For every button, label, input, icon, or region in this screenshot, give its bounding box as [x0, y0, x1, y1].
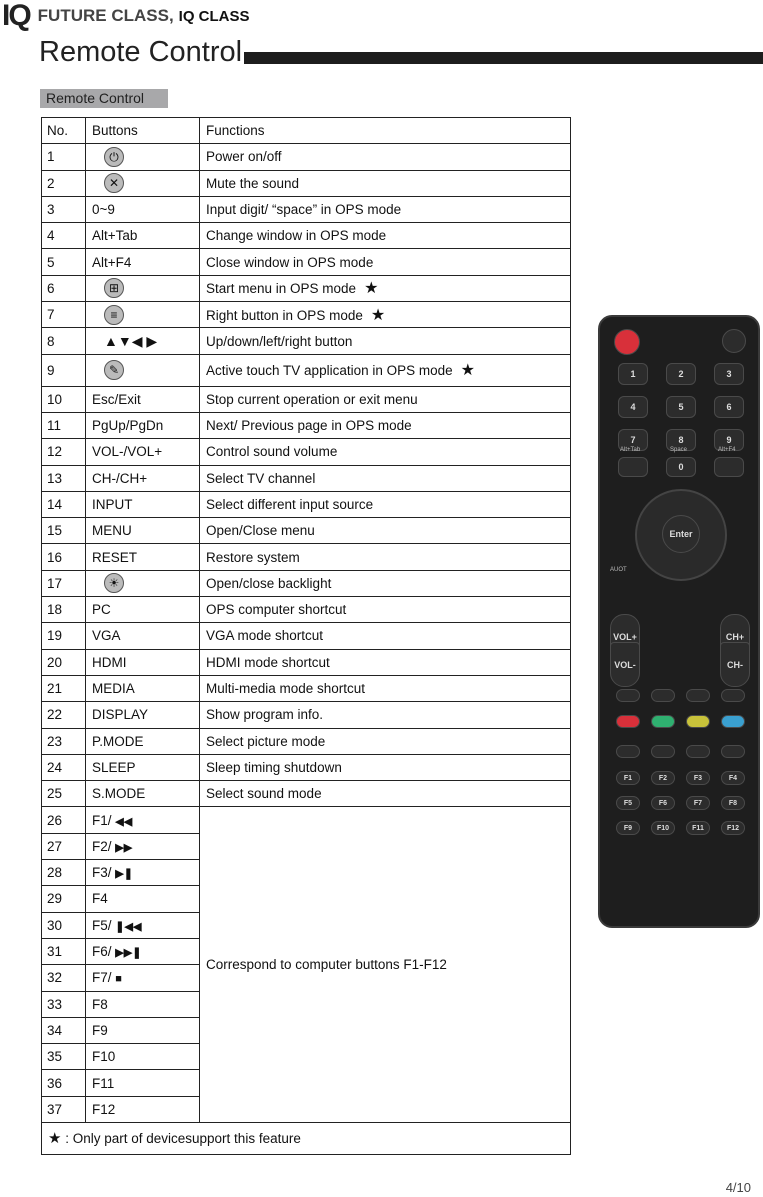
function-cell	[200, 302, 571, 328]
remote-function-button	[651, 689, 675, 702]
function-cell	[200, 623, 571, 649]
row-number: 31	[42, 938, 86, 964]
remote-digit-button: 2	[666, 363, 696, 385]
table-row	[42, 170, 571, 196]
button-cell	[86, 439, 200, 465]
button-name: 0~9	[92, 202, 115, 218]
arrow-keys-icon: ▲▼◀ ▶	[104, 332, 158, 349]
row-number: 8	[42, 328, 86, 354]
remote-f-key: F11	[686, 821, 710, 835]
row-number: 15	[42, 518, 86, 544]
button-name: VOL-/VOL+	[92, 444, 163, 460]
function-cell	[200, 249, 571, 275]
remote-digit-button: 8	[666, 429, 696, 451]
remote-digit-button: 7	[618, 429, 648, 451]
row-number: 34	[42, 1017, 86, 1043]
remote-digit-button: 0	[666, 457, 696, 477]
button-cell	[86, 754, 200, 780]
button-cell	[86, 328, 200, 354]
remote-digit-button: 3	[714, 363, 744, 385]
remote-f-key: F5	[616, 796, 640, 810]
button-cell	[86, 649, 200, 675]
button-name: MENU	[92, 523, 132, 539]
row-number: 32	[42, 965, 86, 991]
function-text: Select sound mode	[206, 786, 322, 802]
remote-ch-up: CH+	[720, 614, 750, 659]
remote-vol-down: VOL-	[610, 642, 640, 687]
function-cell	[200, 807, 571, 1123]
remote-digit-button: 1	[618, 363, 648, 385]
function-cell	[200, 354, 571, 386]
button-name: HDMI	[92, 654, 127, 670]
button-name: F3/	[92, 865, 112, 881]
row-number: 16	[42, 544, 86, 570]
footnote-row	[42, 1122, 571, 1154]
table-row	[42, 728, 571, 754]
function-cell	[200, 465, 571, 491]
button-name: Alt+F4	[92, 254, 132, 270]
table-row	[42, 623, 571, 649]
table-row	[42, 354, 571, 386]
remote-shortcut-button	[721, 745, 745, 758]
button-cell	[86, 412, 200, 438]
button-name: F4	[92, 891, 108, 907]
button-cell	[86, 518, 200, 544]
remote-f-key: F3	[686, 771, 710, 785]
table-row	[42, 649, 571, 675]
row-number: 24	[42, 754, 86, 780]
function-text: Stop current operation or exit menu	[206, 391, 418, 407]
function-text: Show program info.	[206, 707, 324, 723]
function-text: Power on/off	[206, 149, 282, 165]
row-number: 35	[42, 1044, 86, 1070]
remote-digit-button: 9	[714, 429, 744, 451]
remote-f-key: F9	[616, 821, 640, 835]
function-cell	[200, 649, 571, 675]
remote-f-key: F2	[651, 771, 675, 785]
button-cell	[86, 1070, 200, 1096]
row-number: 19	[42, 623, 86, 649]
button-cell	[86, 144, 200, 170]
function-text: OPS computer shortcut	[206, 602, 347, 618]
button-name: MEDIA	[92, 681, 135, 697]
table-row	[42, 302, 571, 328]
function-cell	[200, 518, 571, 544]
function-text: Open/close backlight	[206, 575, 332, 591]
remote-function-button	[721, 689, 745, 702]
button-cell	[86, 1044, 200, 1070]
remote-power-button	[614, 329, 640, 355]
row-number: 28	[42, 860, 86, 886]
row-number: 10	[42, 386, 86, 412]
function-cell	[200, 170, 571, 196]
function-text: Mute the sound	[206, 175, 300, 191]
remote-color-button	[616, 715, 640, 728]
backlight-icon: ☀	[104, 573, 124, 593]
button-cell	[86, 196, 200, 222]
remote-label: Space	[670, 447, 688, 453]
button-cell	[86, 912, 200, 938]
remote-f-key: F6	[651, 796, 675, 810]
button-name: INPUT	[92, 497, 133, 512]
remote-shortcut-button	[686, 745, 710, 758]
row-number: 26	[42, 807, 86, 833]
function-text: Active touch TV application in OPS mode	[206, 363, 453, 379]
row-number: 2	[42, 170, 86, 196]
page-number: 4/10	[725, 1180, 751, 1195]
function-cell	[200, 570, 571, 596]
button-cell	[86, 965, 200, 991]
button-cell	[86, 597, 200, 623]
star-icon: ★	[364, 280, 379, 298]
brand-name-2: IQ CLASS	[178, 7, 250, 25]
remote-f-key: F7	[686, 796, 710, 810]
function-text: Select different input source	[206, 497, 374, 512]
row-number: 3	[42, 196, 86, 222]
button-name: F8	[92, 996, 108, 1012]
button-cell	[86, 249, 200, 275]
function-text: Sleep timing shutdown	[206, 759, 342, 775]
table-header	[42, 118, 571, 144]
row-number: 25	[42, 781, 86, 807]
remote-alt-tab-button	[618, 457, 648, 477]
remote-color-button	[721, 715, 745, 728]
button-cell	[86, 675, 200, 701]
power-icon: ⏻	[104, 147, 124, 167]
function-text: Close window in OPS mode	[206, 254, 374, 270]
column-header: No.	[42, 118, 86, 144]
table-row	[42, 196, 571, 222]
function-cell	[200, 544, 571, 570]
function-text: Multi-media mode shortcut	[206, 681, 366, 697]
table-row	[42, 465, 571, 491]
logo	[0, 0, 250, 32]
media-key-icon: ■	[115, 973, 122, 986]
function-text: Restore system	[206, 549, 300, 565]
row-number: 21	[42, 675, 86, 701]
button-name: VGA	[92, 628, 121, 644]
function-text: Up/down/left/right button	[206, 333, 353, 349]
table-row	[42, 754, 571, 780]
page-title: Remote Control	[39, 36, 243, 68]
button-cell	[86, 275, 200, 301]
media-key-icon: ◀◀	[115, 815, 133, 828]
table-row	[42, 702, 571, 728]
row-number: 18	[42, 597, 86, 623]
function-cell	[200, 702, 571, 728]
windows-icon: ⊞	[104, 278, 124, 298]
row-number: 22	[42, 702, 86, 728]
remote-f-key: F4	[721, 771, 745, 785]
table-row	[42, 275, 571, 301]
function-cell	[200, 223, 571, 249]
star-icon: ★	[48, 1130, 62, 1148]
table-row	[42, 386, 571, 412]
menu-icon: ≡	[104, 305, 124, 325]
button-cell	[86, 807, 200, 833]
button-cell	[86, 728, 200, 754]
remote-shortcut-button	[651, 745, 675, 758]
table-row	[42, 675, 571, 701]
button-name: DISPLAY	[92, 707, 149, 723]
function-text: Right button in OPS mode	[206, 307, 363, 323]
button-name: PgUp/PgDn	[92, 418, 164, 434]
column-header: Buttons	[86, 118, 200, 144]
button-name: F1/	[92, 812, 112, 828]
button-cell	[86, 223, 200, 249]
button-name: F11	[92, 1075, 115, 1091]
row-number: 29	[42, 886, 86, 912]
remote-alt-f4-button	[714, 457, 744, 477]
function-text: VGA mode shortcut	[206, 628, 324, 644]
function-cell	[200, 754, 571, 780]
button-name: F7/	[92, 970, 112, 986]
button-name: Alt+Tab	[92, 228, 138, 244]
table-row	[42, 544, 571, 570]
row-number: 20	[42, 649, 86, 675]
remote-control-image	[598, 315, 760, 928]
function-text: HDMI mode shortcut	[206, 654, 330, 670]
button-cell	[86, 833, 200, 859]
button-name: RESET	[92, 549, 138, 565]
button-name: F9	[92, 1022, 108, 1038]
table-row	[42, 328, 571, 354]
button-name: Esc/Exit	[92, 391, 141, 407]
section-label: Remote Control	[40, 89, 168, 108]
button-name: F10	[92, 1049, 116, 1065]
remote-color-button	[686, 715, 710, 728]
row-number: 27	[42, 833, 86, 859]
row-number: 1	[42, 144, 86, 170]
function-text: Select picture mode	[206, 733, 326, 749]
remote-enter-button: Enter	[662, 515, 700, 553]
button-cell	[86, 170, 200, 196]
table-row	[42, 597, 571, 623]
remote-digit-button: 5	[666, 396, 696, 418]
button-name: F6/	[92, 944, 112, 960]
function-cell	[200, 196, 571, 222]
button-name: P.MODE	[92, 733, 144, 749]
button-name: S.MODE	[92, 786, 146, 802]
button-cell	[86, 302, 200, 328]
remote-digit-button: 6	[714, 396, 744, 418]
remote-functions-table	[41, 117, 571, 1155]
function-cell	[200, 328, 571, 354]
table-row	[42, 249, 571, 275]
button-cell	[86, 702, 200, 728]
pen-icon: ✎	[104, 360, 124, 380]
brand-name: FUTURE CLASS,	[37, 6, 174, 25]
function-cell	[200, 675, 571, 701]
remote-color-button	[651, 715, 675, 728]
table-row	[42, 412, 571, 438]
function-text: Correspond to computer buttons F1-F12	[206, 957, 447, 973]
button-cell	[86, 1096, 200, 1122]
button-cell	[86, 491, 200, 517]
function-cell	[200, 491, 571, 517]
button-cell	[86, 386, 200, 412]
button-name: CH-/CH+	[92, 470, 148, 486]
button-cell	[86, 938, 200, 964]
row-number: 7	[42, 302, 86, 328]
button-name: F5/	[92, 917, 112, 933]
button-cell	[86, 465, 200, 491]
remote-label: AUOT	[610, 567, 627, 573]
row-number: 17	[42, 570, 86, 596]
row-number: 5	[42, 249, 86, 275]
function-text: Select TV channel	[206, 470, 316, 486]
remote-function-button	[686, 689, 710, 702]
table-row	[42, 439, 571, 465]
function-cell	[200, 781, 571, 807]
table-row	[42, 570, 571, 596]
remote-f-key: F1	[616, 771, 640, 785]
star-icon: ★	[460, 362, 475, 380]
function-text: Open/Close menu	[206, 523, 315, 539]
remote-ch-down: CH-	[720, 642, 750, 687]
table-row	[42, 491, 571, 517]
remote-label: Alt+F4	[718, 447, 736, 453]
function-cell	[200, 144, 571, 170]
table-row	[42, 807, 571, 833]
title-rule	[244, 52, 763, 64]
row-number: 9	[42, 354, 86, 386]
media-key-icon: ▶▶	[115, 841, 133, 854]
row-number: 4	[42, 223, 86, 249]
function-cell	[200, 412, 571, 438]
remote-digit-button: 4	[618, 396, 648, 418]
table-row	[42, 223, 571, 249]
logo-mark: IQ	[2, 0, 30, 32]
button-name: SLEEP	[92, 759, 136, 775]
button-cell	[86, 860, 200, 886]
function-cell	[200, 386, 571, 412]
function-text: Change window in OPS mode	[206, 228, 387, 244]
row-number: 30	[42, 912, 86, 938]
remote-f-key: F12	[721, 821, 745, 835]
row-number: 37	[42, 1096, 86, 1122]
footnote-text: : Only part of devicesupport this feature	[65, 1131, 301, 1147]
table-row	[42, 518, 571, 544]
remote-shortcut-button	[616, 745, 640, 758]
row-number: 33	[42, 991, 86, 1017]
button-name: F12	[92, 1101, 116, 1117]
function-text: Control sound volume	[206, 444, 338, 460]
column-header: Functions	[200, 118, 571, 144]
button-cell	[86, 623, 200, 649]
remote-label: Alt+Tab	[620, 447, 641, 453]
function-cell	[200, 728, 571, 754]
button-cell	[86, 1017, 200, 1043]
function-cell	[200, 275, 571, 301]
function-text: Start menu in OPS mode	[206, 281, 357, 297]
function-cell	[200, 439, 571, 465]
button-cell	[86, 991, 200, 1017]
row-number: 36	[42, 1070, 86, 1096]
remote-mute-button	[722, 329, 746, 353]
button-cell	[86, 781, 200, 807]
function-text: Input digit/ “space” in OPS mode	[206, 202, 402, 218]
row-number: 6	[42, 275, 86, 301]
media-key-icon: ▶❚	[115, 868, 133, 881]
remote-f-key: F10	[651, 821, 675, 835]
button-name: F2/	[92, 838, 112, 854]
table-row	[42, 781, 571, 807]
mute-icon: ✕	[104, 173, 124, 193]
remote-vol-up: VOL+	[610, 614, 640, 659]
function-text: Next/ Previous page in OPS mode	[206, 418, 412, 434]
row-number: 11	[42, 412, 86, 438]
media-key-icon: ❚◀◀	[115, 920, 142, 933]
row-number: 23	[42, 728, 86, 754]
button-name: PC	[92, 602, 111, 618]
star-icon: ★	[370, 306, 386, 324]
button-cell	[86, 886, 200, 912]
function-cell	[200, 597, 571, 623]
button-cell	[86, 544, 200, 570]
remote-f-key: F8	[721, 796, 745, 810]
remote-function-button	[616, 689, 640, 702]
media-key-icon: ▶▶❚	[115, 947, 142, 960]
row-number: 12	[42, 439, 86, 465]
row-number: 14	[42, 491, 86, 517]
button-cell	[86, 570, 200, 596]
table-row	[42, 144, 571, 170]
row-number: 13	[42, 465, 86, 491]
button-cell	[86, 354, 200, 386]
